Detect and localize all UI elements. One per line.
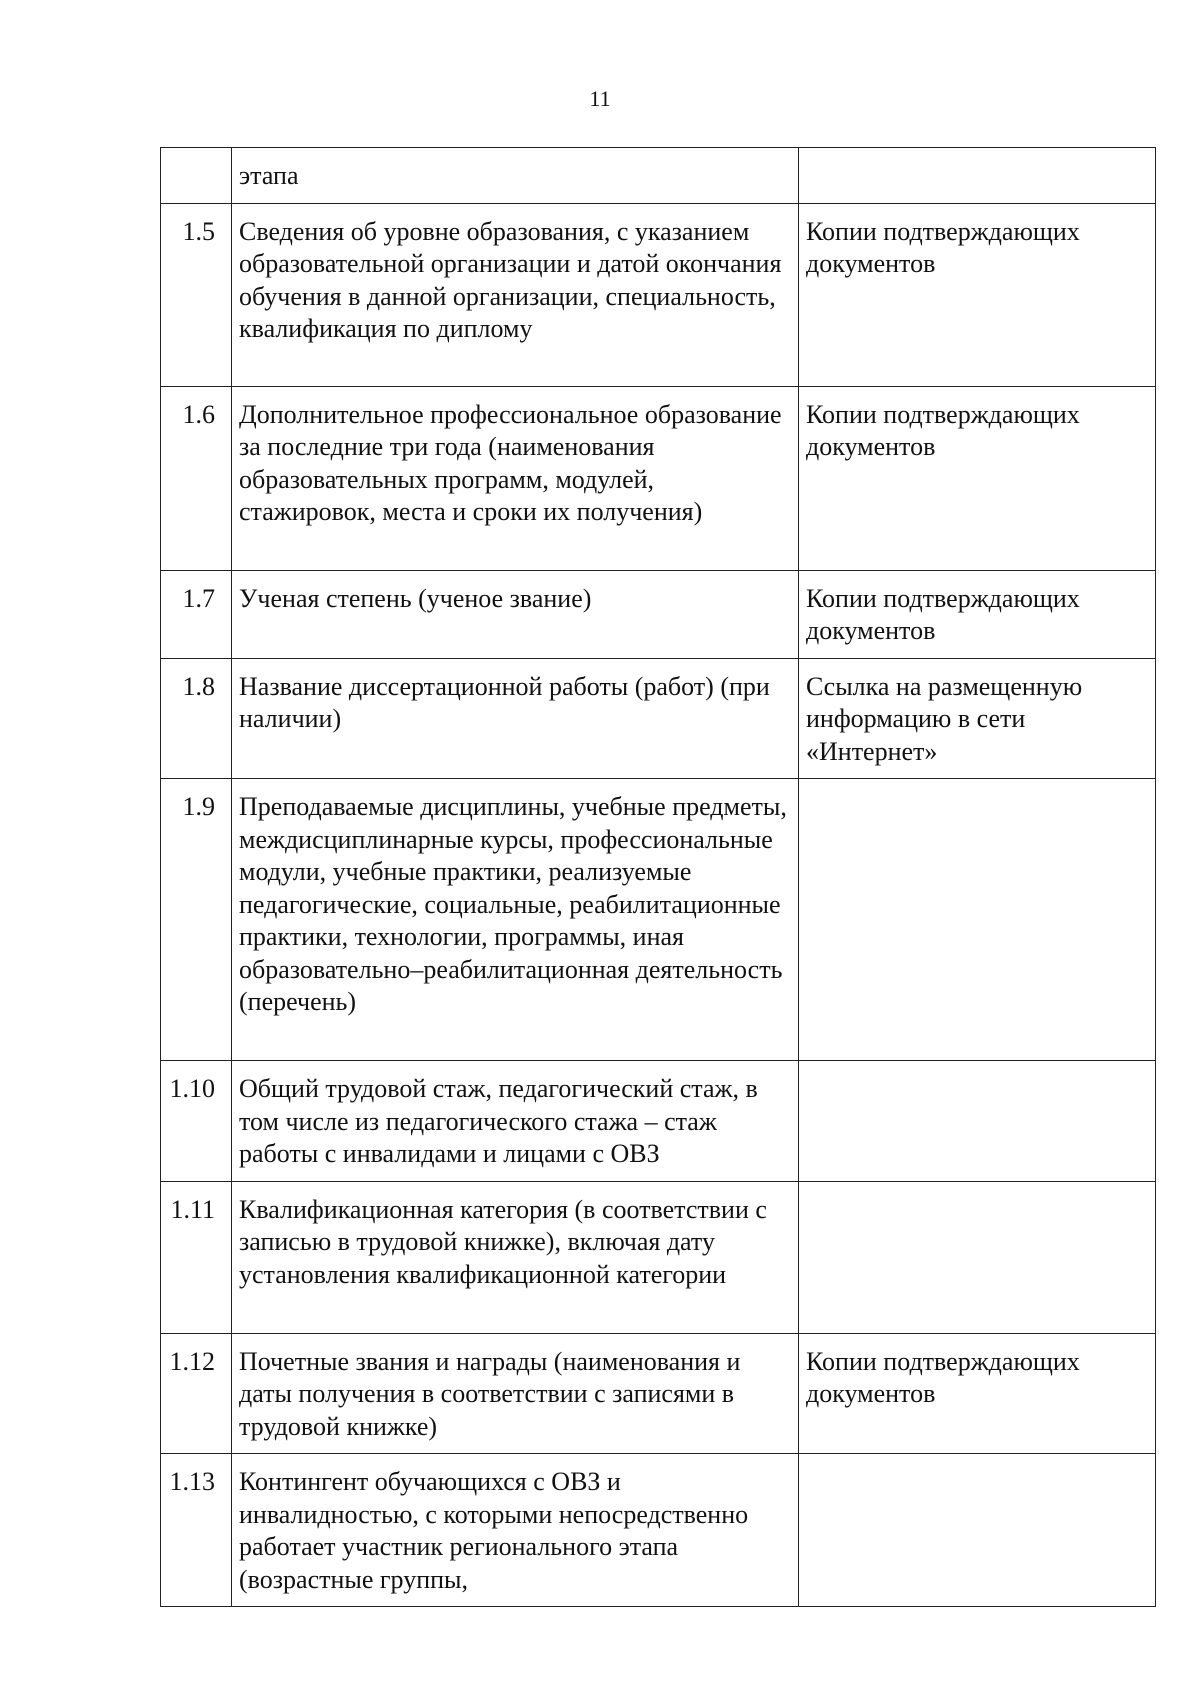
row-docs bbox=[799, 1454, 1156, 1607]
row-number: 1.13 bbox=[161, 1454, 232, 1607]
page-number: 11 bbox=[589, 86, 611, 111]
row-item: Контингент обучающихся с ОВЗ и инвалидностью, с которыми непосредственно работает участник регионального этапа (возрастные группы, bbox=[232, 1454, 799, 1607]
row-item: Ученая степень (ученое звание) bbox=[232, 570, 799, 658]
row-docs: Копии подтверждающих документов bbox=[799, 570, 1156, 658]
table-row bbox=[161, 148, 1156, 204]
table-row bbox=[161, 386, 1156, 570]
row-number: 1.5 bbox=[161, 203, 232, 386]
row-docs bbox=[799, 1181, 1156, 1333]
row-item: Сведения об уровне образования, с указанием образовательной организации и датой окончания обучения в данной организации, специальность, квалификация по диплому bbox=[232, 203, 799, 386]
table-row bbox=[161, 1181, 1156, 1333]
row-docs: Копии подтверждающих документов bbox=[799, 1333, 1156, 1454]
row-number: 1.9 bbox=[161, 779, 232, 1061]
table-row bbox=[161, 203, 1156, 386]
row-item: Общий трудовой стаж, педагогический стаж, в том числе из педагогического стажа – стаж работы с инвалидами и лицами с ОВЗ bbox=[232, 1061, 799, 1182]
table-row bbox=[161, 1333, 1156, 1454]
row-item: Квалификационная категория (в соответствии с записью в трудовой книжке), включая дату установления квалификационной категории bbox=[232, 1181, 799, 1333]
row-docs: Копии подтверждающих документов bbox=[799, 386, 1156, 570]
row-number: 1.12 bbox=[161, 1333, 232, 1454]
row-item: этапа bbox=[232, 148, 799, 204]
row-item: Название диссертационной работы (работ) (при наличии) bbox=[232, 658, 799, 779]
row-number: 1.10 bbox=[161, 1061, 232, 1182]
row-docs bbox=[799, 148, 1156, 204]
row-item: Дополнительное профессиональное образование за последние три года (наименования образовательных программ, модулей, стажировок, места и сроки их получения) bbox=[232, 386, 799, 570]
table-row bbox=[161, 1061, 1156, 1182]
row-item: Почетные звания и награды (наименования и даты получения в соответствии с записями в трудовой книжке) bbox=[232, 1333, 799, 1454]
row-docs bbox=[799, 1061, 1156, 1182]
table-row bbox=[161, 1454, 1156, 1607]
row-docs: Ссылка на размещенную информацию в сети «Интернет» bbox=[799, 658, 1156, 779]
requirements-table bbox=[160, 147, 1156, 1607]
table-row bbox=[161, 570, 1156, 658]
row-docs: Копии подтверждающих документов bbox=[799, 203, 1156, 386]
row-item: Преподаваемые дисциплины, учебные предметы, междисциплинарные курсы, профессиональные модули, учебные практики, реализуемые педагогические, социальные, реабилитационные практики, технологии, программы, иная образовательно–реабилитационная деятельность (перечень) bbox=[232, 779, 799, 1061]
row-docs bbox=[799, 779, 1156, 1061]
row-number: 1.8 bbox=[161, 658, 232, 779]
row-number: 1.7 bbox=[161, 570, 232, 658]
table-row bbox=[161, 779, 1156, 1061]
table-row bbox=[161, 658, 1156, 779]
row-number: 1.11 bbox=[161, 1181, 232, 1333]
row-number: 1.6 bbox=[161, 386, 232, 570]
row-number bbox=[161, 148, 232, 204]
